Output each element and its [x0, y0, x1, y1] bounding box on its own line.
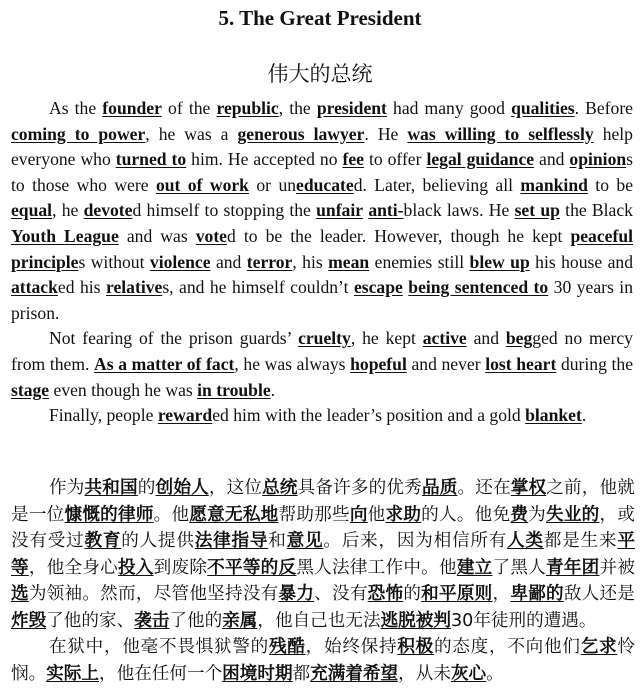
chinese-text [11, 475, 635, 687]
text-run: , he was always [234, 353, 351, 374]
keyword: cruelty [298, 328, 351, 349]
text-run: s to those who were [11, 149, 634, 195]
keyword: 人类 [507, 531, 544, 551]
text-run: 并被 [599, 557, 635, 578]
text-run: ，或没有受过 [11, 504, 635, 551]
keyword: 选 [11, 584, 29, 604]
keyword: principle [11, 251, 79, 272]
text-run: ，他在任何一个 [99, 663, 223, 684]
text-run: 的 [137, 478, 156, 498]
text-run: or un [248, 174, 297, 195]
text-run: 30 years in prison. [11, 277, 633, 323]
keyword: 暴力 [278, 584, 315, 604]
keyword: 平等 [11, 531, 635, 578]
text-run: s, and he himself couldn’t [162, 277, 354, 298]
keyword: 乞求 [580, 637, 618, 657]
keyword: hopeful [350, 353, 407, 374]
text-run: 的人提供 [121, 531, 195, 551]
keyword: coming to power [11, 123, 146, 144]
keyword: 卑鄙的 [510, 584, 564, 604]
text-run: his house and [529, 251, 634, 272]
text-run: d himself to stopping the [132, 200, 317, 221]
keyword: 失业的 [546, 504, 600, 525]
keyword: 求助 [385, 504, 422, 525]
english-text [11, 96, 633, 429]
english-paragraph [11, 403, 633, 429]
text-run: him. He accepted no [186, 149, 343, 170]
text-run: 都是生来 [543, 531, 618, 551]
keyword: lost heart [485, 353, 557, 374]
text-run: to be [587, 174, 634, 195]
text-run: enemies still [369, 251, 470, 272]
text-run: ed him with the leader’s position and a gold [212, 405, 526, 426]
text-run: , he [52, 200, 84, 221]
text-run: , the [278, 98, 317, 118]
text-run: the Black [559, 200, 633, 221]
keyword: vote [195, 225, 227, 246]
text-run: had many good [386, 98, 512, 118]
keyword: turned to [115, 149, 187, 170]
text-run: 他 [367, 504, 386, 525]
english-paragraph [11, 326, 633, 403]
text-run: ，从未 [398, 663, 451, 684]
keyword: 逃脱被判 [380, 610, 451, 631]
keyword: unfair [316, 200, 364, 221]
keyword: educate [296, 174, 354, 195]
keyword: equal [11, 200, 53, 221]
text-run: 黑人法律工作中。他 [296, 557, 457, 578]
text-run: 了他的 [169, 610, 223, 631]
text-run: 怜悯。 [11, 637, 635, 684]
text-run: to offer [363, 149, 427, 170]
keyword: As a matter of fact [94, 353, 235, 374]
text-run: , he kept [350, 328, 423, 349]
text-run: black laws. He [403, 200, 515, 221]
text-run: 和 [268, 531, 287, 551]
chinese-paragraph [11, 475, 635, 634]
keyword: 投入 [118, 557, 154, 578]
text-run: As the [49, 98, 103, 118]
keyword: was willing to selflessly [407, 123, 594, 144]
text-run: help everyone who [11, 123, 633, 170]
text-run: during the [556, 353, 634, 374]
text-run: ，他全身心 [28, 557, 118, 578]
text-run: ，他自己也无法 [257, 610, 381, 631]
text-run: 的 [403, 584, 422, 604]
text-run: 。后来，因为相信所有 [323, 531, 508, 551]
text-run: d. Later, believing all [353, 174, 521, 195]
keyword: 法律指导 [194, 531, 269, 551]
keyword: 不平等的反 [207, 557, 297, 578]
chinese-paragraph [11, 634, 635, 687]
keyword: generous lawyer [237, 123, 365, 144]
keyword: 教育 [84, 531, 122, 551]
text-run: 为 [528, 504, 547, 525]
keyword: 总统 [262, 478, 298, 498]
keyword: 困境时期 [222, 663, 293, 684]
keyword: being sentenced to [408, 277, 549, 298]
keyword: 慷慨的律师 [64, 504, 154, 525]
keyword: relative [105, 277, 163, 298]
text-run: 。他 [153, 504, 190, 525]
text-run: , his [292, 251, 329, 272]
keyword: 青年团 [545, 557, 600, 578]
text-run: 了黑人 [492, 557, 546, 578]
text-run: 的态度，不向他们 [434, 637, 581, 657]
keyword: qualities [511, 98, 575, 118]
keyword: 共和国 [84, 478, 138, 498]
text-run: s without [78, 251, 150, 272]
keyword: founder [102, 98, 162, 118]
keyword: reward [157, 405, 213, 426]
keyword: president [316, 98, 387, 118]
keyword: terror [246, 251, 293, 272]
keyword: 建立 [456, 557, 493, 578]
keyword: mean [328, 251, 370, 272]
text-run: 的人。他免 [421, 504, 511, 525]
text-run: . [581, 405, 587, 426]
keyword: Youth League [11, 225, 119, 246]
text-run: 。 [486, 663, 504, 684]
text-run: 之前，他就是一位 [11, 478, 635, 525]
text-run: . Before [574, 98, 633, 118]
keyword: 亲属 [222, 610, 258, 631]
keyword: 炸毁 [11, 610, 47, 631]
keyword: violence [149, 251, 211, 272]
text-run: 作为 [49, 478, 85, 498]
text-run: 帮助那些 [278, 504, 350, 525]
keyword: 充满着希望 [310, 663, 399, 684]
keyword: blew up [469, 251, 530, 272]
keyword: 积极 [397, 637, 435, 657]
keyword: in trouble [197, 379, 271, 400]
keyword: opinion [569, 149, 627, 170]
text-run: . [270, 379, 276, 400]
keyword: peaceful [570, 225, 633, 246]
text-run: . He [364, 123, 408, 144]
keyword: 创始人 [155, 478, 209, 498]
page-title: 5. The Great President [218, 6, 422, 30]
keyword: mankind [520, 174, 588, 195]
text-run: 为领袖。然而，尽管他坚持没有 [28, 584, 279, 604]
keyword: devote [83, 200, 133, 221]
keyword: beg [505, 328, 533, 349]
text-run: Not fearing of the prison guards’ [49, 328, 299, 349]
keyword: fee [342, 149, 364, 170]
text-run: ， [492, 584, 511, 604]
keyword: out of work [155, 174, 249, 195]
text-run: and [210, 251, 247, 272]
keyword: 意见 [286, 531, 324, 551]
text-run: ，这位 [208, 478, 263, 498]
keyword: 愿意无私地 [189, 504, 279, 525]
keyword: escape [353, 277, 403, 298]
text-run: , he was a [145, 123, 238, 144]
keyword: set up [514, 200, 560, 221]
keyword: blanket [525, 405, 582, 426]
text-run: ged no mercy from them. [11, 328, 633, 374]
text-run: and [534, 149, 570, 170]
text-run: 具备许多的优秀 [297, 478, 422, 498]
text-run: and was [118, 225, 196, 246]
text-run: and [466, 328, 506, 349]
text-run: 都 [292, 663, 311, 684]
text-run: d to be the leader. However, though he kept [227, 225, 571, 246]
keyword: anti- [368, 200, 404, 221]
keyword: 掌权 [510, 478, 547, 498]
keyword: 袭击 [134, 610, 170, 631]
text-run: even though he was [49, 379, 198, 400]
keyword: active [422, 328, 467, 349]
text-run: 在狱中，他毫不畏惧狱警的 [49, 637, 269, 657]
text-run: 了他的家、 [46, 610, 135, 631]
text-run: and never [406, 353, 486, 374]
text-run: 。还在 [457, 478, 511, 498]
keyword: 和平原则 [421, 584, 493, 604]
keyword: stage [11, 379, 50, 400]
keyword: 灰心 [450, 663, 487, 684]
keyword: 残酷 [269, 637, 306, 657]
keyword: republic [216, 98, 279, 118]
text-run: 、没有 [314, 584, 368, 604]
english-paragraph [11, 96, 633, 326]
page-subtitle: 伟大的总统 [267, 62, 373, 86]
keyword: 实际上 [46, 663, 99, 684]
keyword: 向 [349, 504, 368, 525]
keyword: 恐怖 [367, 584, 404, 604]
keyword: legal guidance [426, 149, 535, 170]
text-run: of the [161, 98, 217, 118]
text-run: ，始终保持 [305, 637, 398, 657]
text-run: 到废除 [153, 557, 208, 578]
text-run: 30年徒刑的遭遇。 [450, 610, 597, 631]
text-run: 敌人还是 [563, 584, 635, 604]
keyword: 品质 [421, 478, 458, 498]
text-run: ed his [57, 277, 106, 298]
keyword: attack [11, 277, 58, 298]
text-run: Finally, people [49, 405, 158, 426]
keyword: 费 [510, 504, 529, 525]
